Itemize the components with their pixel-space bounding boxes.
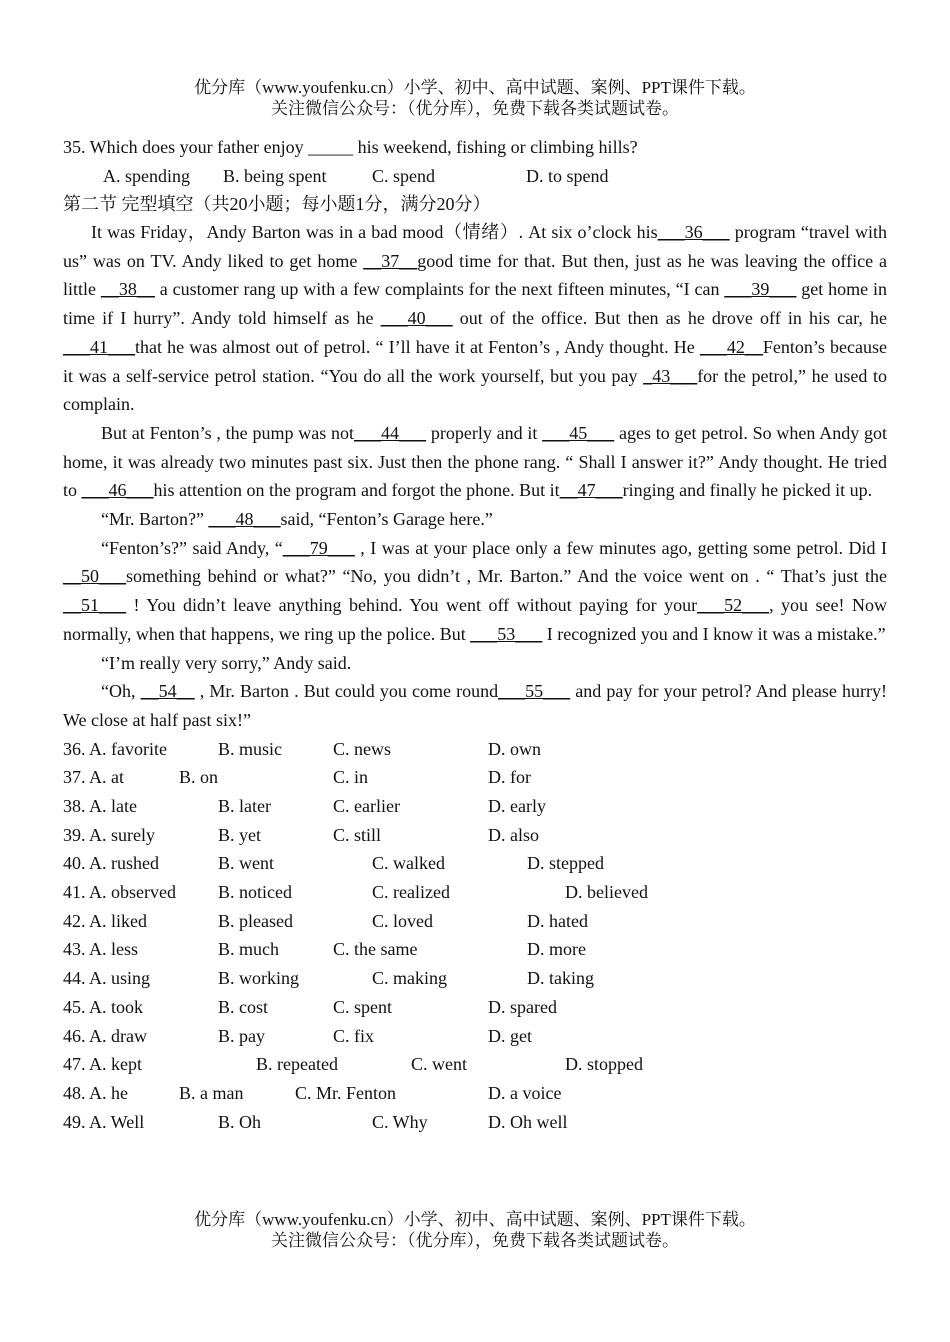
option-d: D. taking xyxy=(527,968,594,989)
question-36 xyxy=(63,735,887,764)
header-line-1: 优分库（www.youfenku.cn）小学、初中、高中试题、案例、PPT课件下载。 xyxy=(194,78,756,97)
option-b: B. pay xyxy=(218,1025,265,1046)
blank-55: ___55___ xyxy=(498,681,571,702)
text-run: , you see! Now normally, when that happens, we ring up the police. But xyxy=(63,595,887,644)
option-a: 39. A. surely xyxy=(63,824,155,845)
option-c: C. making xyxy=(372,968,447,989)
blank-37: __37__ xyxy=(363,250,418,271)
option-a: 46. A. draw xyxy=(63,1025,147,1046)
text-run: a customer rang up with a few complaints for the next fifteen minutes, “I can xyxy=(154,279,725,300)
text-run: Fenton’s because it was a self-service petrol station. “You do all the work yourself, but you pay xyxy=(63,336,888,386)
passage-paragraph-2 xyxy=(63,419,887,505)
text-run: and pay for your petrol? And please hurry! We close at half past six!” xyxy=(63,681,887,730)
exam-content xyxy=(63,133,887,1136)
option-b: B. noticed xyxy=(218,882,292,903)
option-d: D. for xyxy=(488,767,531,788)
option-b: B. went xyxy=(218,853,274,874)
blank-52: ___52___ xyxy=(697,595,770,616)
passage-paragraph-3 xyxy=(63,505,887,534)
question-35-stem: 35. Which does your father enjoy _____ his weekend, fishing or climbing hills? xyxy=(63,137,638,157)
option-d: D. stopped xyxy=(565,1054,643,1075)
option-a: 45. A. took xyxy=(63,996,144,1017)
footer-line-2: 关注微信公众号：（优分库），免费下载各类试题试卷。 xyxy=(271,1231,679,1250)
option-b: B. repeated xyxy=(256,1054,338,1075)
text-run: “Oh, xyxy=(101,681,141,702)
text-run: , I was at your place only a few minutes ago, getting some petrol. Did I xyxy=(354,537,888,558)
option-d: D. own xyxy=(488,738,541,759)
option-d: D. also xyxy=(488,824,539,845)
option-b: B. working xyxy=(218,968,299,989)
option-b: B. a man xyxy=(179,1082,244,1103)
blank-79: ___79___ xyxy=(282,537,355,558)
text-run: I recognized you and I know it was a mistake.” xyxy=(542,623,886,644)
option-b: B. much xyxy=(218,939,279,960)
option-b: B. music xyxy=(218,738,283,759)
text-run: get home in time if I hurry”. Andy told himself as he xyxy=(63,279,888,329)
option-d: D. early xyxy=(488,796,546,817)
option-d: D. to spend xyxy=(526,166,609,186)
footer-line-1: 优分库（www.youfenku.cn）小学、初中、高中试题、案例、PPT课件下载。 xyxy=(194,1210,756,1229)
option-c: C. still xyxy=(333,824,382,845)
option-d: D. stepped xyxy=(527,853,604,874)
option-a: 44. A. using xyxy=(63,968,151,989)
question-39 xyxy=(63,821,887,850)
question-48 xyxy=(63,1079,887,1108)
question-44 xyxy=(63,964,887,993)
text-run: ringing and finally he picked it up. xyxy=(622,480,873,501)
question-43 xyxy=(63,935,887,964)
option-c: C. spend xyxy=(372,166,435,186)
text-run: program “travel with us” was on TV. Andy liked to get home xyxy=(63,222,887,271)
option-a: 37. A. at xyxy=(63,767,124,788)
option-a: 47. A. kept xyxy=(63,1054,142,1075)
option-c: C. news xyxy=(333,738,391,759)
blank-36: ___36___ xyxy=(657,222,730,242)
blank-53: ___53___ xyxy=(470,623,543,644)
option-a: 42. A. liked xyxy=(63,910,147,931)
option-b: B. Oh xyxy=(218,1111,262,1132)
option-c: C. realized xyxy=(372,882,450,903)
option-c: C. Mr. Fenton xyxy=(295,1082,397,1103)
page-header xyxy=(0,77,950,119)
option-c: C. in xyxy=(333,767,369,788)
blank-51: __51___ xyxy=(63,595,126,616)
blank-39: ___39___ xyxy=(724,279,797,300)
option-b: B. pleased xyxy=(218,910,293,931)
option-b: B. yet xyxy=(218,824,261,845)
option-b: B. being spent xyxy=(223,166,327,186)
text-run: “Fenton’s?” said Andy, “ xyxy=(101,537,283,558)
question-47 xyxy=(63,1050,887,1079)
option-c: C. walked xyxy=(372,853,445,874)
option-a: 41. A. observed xyxy=(63,882,176,903)
option-d: D. Oh well xyxy=(488,1111,568,1132)
option-d: D. spared xyxy=(488,996,557,1017)
blank-43: _43___ xyxy=(643,365,698,386)
blank-50: __50___ xyxy=(63,566,126,587)
option-d: D. more xyxy=(527,939,586,960)
blank-47: __47___ xyxy=(559,480,623,501)
passage-paragraph-4 xyxy=(63,534,887,649)
blank-40: ___40___ xyxy=(380,308,453,329)
blank-44: ___44___ xyxy=(354,422,427,443)
question-list xyxy=(63,735,887,1137)
blank-46: ___46___ xyxy=(81,480,154,501)
option-d: D. hated xyxy=(527,910,588,931)
text-run: , Mr. Barton . But could you come round xyxy=(194,681,499,702)
question-42 xyxy=(63,907,887,936)
question-46 xyxy=(63,1022,887,1051)
option-c: C. earlier xyxy=(333,796,400,817)
text-run: his attention on the program and forgot the phone. But it xyxy=(153,480,560,501)
option-b: B. cost xyxy=(218,996,269,1017)
section-title: 第二节 完型填空（共20小题；每小题1分，满分20分） xyxy=(63,194,491,214)
option-d: D. get xyxy=(488,1025,532,1046)
text-run: ! You didn’t leave anything behind. You went off without paying for your xyxy=(126,595,698,616)
option-c: C. the same xyxy=(333,939,418,960)
text-run: It was Friday，Andy Barton was in a bad mood（情绪）. At six o’clock his xyxy=(91,222,658,242)
option-a: 49. A. Well xyxy=(63,1111,145,1132)
text-run: good time for that. But then, just as he was leaving the office a little xyxy=(63,250,887,300)
text-run: But at Fenton’s , the pump was not xyxy=(101,422,355,443)
question-49 xyxy=(63,1108,887,1137)
question-45 xyxy=(63,993,887,1022)
option-a: 36. A. favorite xyxy=(63,738,167,759)
text-run: properly and it xyxy=(426,422,543,443)
option-d: D. a voice xyxy=(488,1082,562,1103)
blank-48: ___48___ xyxy=(208,509,281,530)
question-40 xyxy=(63,849,887,878)
option-b: B. later xyxy=(218,796,271,817)
option-a: 38. A. late xyxy=(63,796,137,817)
option-c: C. Why xyxy=(372,1111,428,1132)
option-a: 40. A. rushed xyxy=(63,853,159,874)
option-c: C. loved xyxy=(372,910,433,931)
option-c: C. fix xyxy=(333,1025,375,1046)
text-run: out of the office. But then as he drove off in his car, he xyxy=(452,308,887,329)
question-38 xyxy=(63,792,887,821)
passage-paragraph-5: “I’m really very sorry,” Andy said. xyxy=(101,652,352,673)
question-41 xyxy=(63,878,887,907)
text-run: that he was almost out of petrol. “ I’ll have it at Fenton’s , Andy thought. He xyxy=(135,336,700,357)
header-line-2: 关注微信公众号：（优分库），免费下载各类试题试卷。 xyxy=(271,99,679,118)
text-run: ages to get petrol. So when Andy got home, it was already two minutes past six. Just then the phone rang. “ Shall I answer it?” Andy thought. He tried to xyxy=(63,422,887,501)
blank-54: __54__ xyxy=(140,681,195,702)
option-a: 43. A. less xyxy=(63,939,139,960)
blank-38: __38__ xyxy=(100,279,155,300)
option-a: 48. A. he xyxy=(63,1082,128,1103)
question-35-options xyxy=(63,162,887,191)
text-run: for the petrol,” he used to complain. xyxy=(63,365,888,415)
text-run: said, “Fenton’s Garage here.” xyxy=(280,509,493,530)
text-run: “Mr. Barton?” xyxy=(101,509,209,530)
option-d: D. believed xyxy=(565,882,648,903)
text-run: something behind or what?” “No, you didn’t , Mr. Barton.” And the voice went on . “ That’s just the xyxy=(126,566,887,587)
passage-paragraph-1 xyxy=(63,218,887,419)
page-footer xyxy=(0,1209,950,1251)
blank-41: ___41___ xyxy=(63,336,135,357)
blank-42: ___42__ xyxy=(699,336,763,357)
option-b: B. on xyxy=(179,767,219,788)
option-c: C. spent xyxy=(333,996,393,1017)
option-c: C. went xyxy=(411,1054,467,1075)
passage-paragraph-6 xyxy=(63,677,887,734)
question-37 xyxy=(63,763,887,792)
option-a: A. spending xyxy=(103,166,190,186)
blank-45: ___45___ xyxy=(542,422,615,443)
